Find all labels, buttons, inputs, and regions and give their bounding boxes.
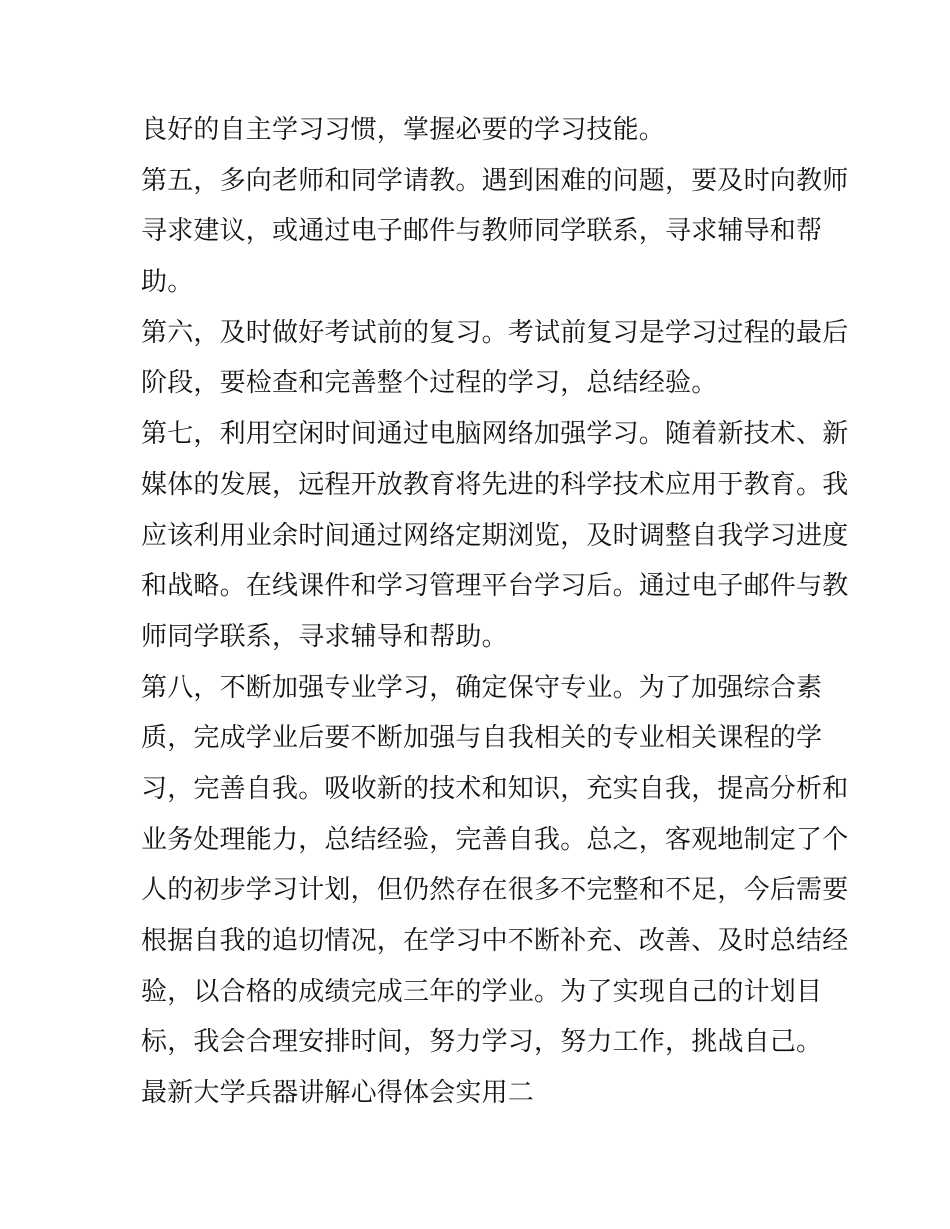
- text-line: 和战略。在线课件和学习管理平台学习后。通过电子邮件与教: [141, 571, 849, 602]
- text-line: 验，以合格的成绩完成三年的学业。为了实现自己的计划目: [141, 976, 823, 1007]
- text-line: 第五，多向老师和同学请教。遇到困难的问题，要及时向教师: [141, 165, 849, 196]
- text-line: 师同学联系，寻求辅导和帮助。: [141, 621, 508, 652]
- text-line: 业务处理能力，总结经验，完善自我。总之，客观地制定了个: [141, 824, 849, 855]
- text-line: 应该利用业余时间通过网络定期浏览，及时调整自我学习进度: [141, 520, 849, 551]
- text-line: 标，我会合理安排时间，努力学习，努力工作，挑战自己。: [141, 1027, 823, 1058]
- text-line: 媒体的发展，远程开放教育将先进的科学技术应用于教育。我: [141, 469, 849, 500]
- document-body: [141, 105, 849, 1119]
- text-line: 习，完善自我。吸收新的技术和知识，充实自我，提高分析和: [141, 773, 849, 804]
- section-heading: 最新大学兵器讲解心得体会实用二: [141, 1078, 535, 1109]
- text-line: 阶段，要检查和完善整个过程的学习，总结经验。: [141, 368, 718, 399]
- text-line: 第八，不断加强专业学习，确定保守专业。为了加强综合素: [141, 672, 823, 703]
- text-line: 人的初步学习计划，但仍然存在很多不完整和不足，今后需要: [141, 875, 849, 906]
- text-line: 助。: [141, 267, 194, 298]
- text-line: 根据自我的追切情况，在学习中不断补充、改善、及时总结经: [141, 926, 849, 956]
- text-line: 质，完成学业后要不断加强与自我相关的专业相关课程的学: [141, 723, 823, 754]
- text-line: 良好的自主学习习惯，掌握必要的学习技能。: [141, 115, 666, 145]
- text-line: 第七，利用空闲时间通过电脑网络加强学习。随着新技术、新: [141, 419, 849, 450]
- text-line: 第六，及时做好考试前的复习。考试前复习是学习过程的最后: [141, 317, 849, 348]
- text-line: 寻求建议，或通过电子邮件与教师同学联系，寻求辅导和帮: [141, 216, 823, 247]
